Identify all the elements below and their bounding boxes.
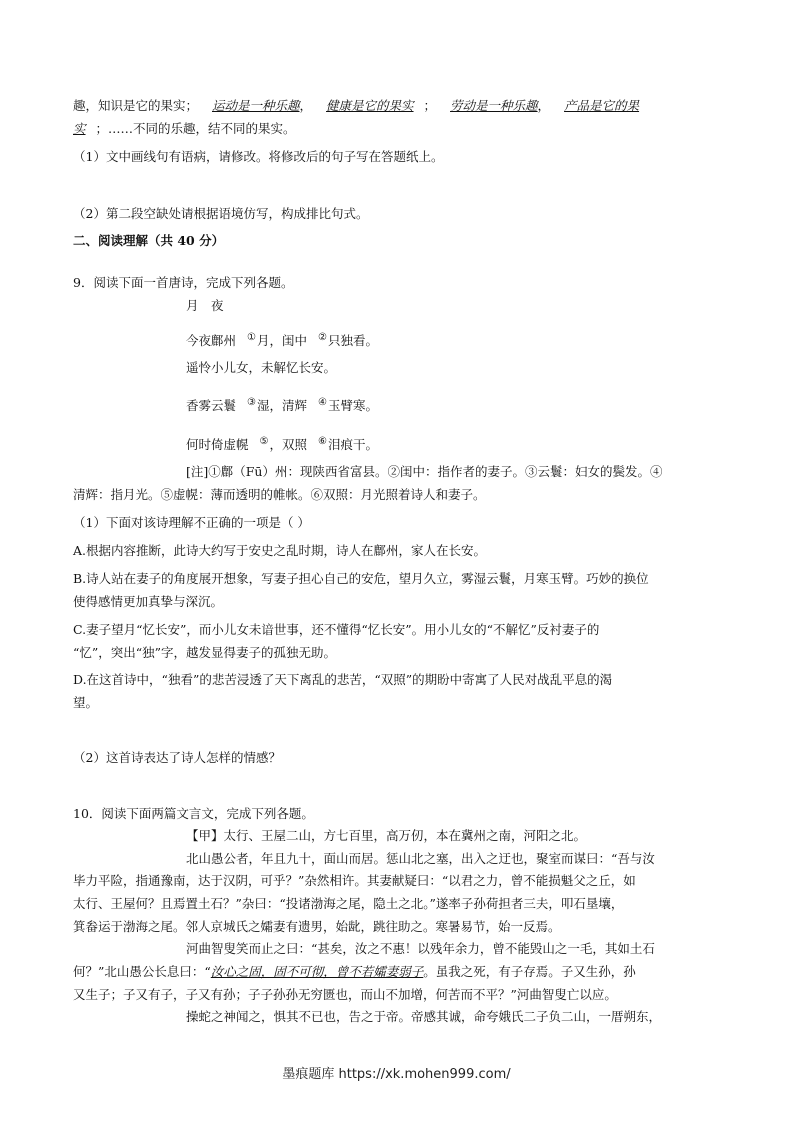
passage-jia-p2-1: 北山愚公者，年且九十，面山而居。惩山北之塞，出入之迂也，聚室而谋曰：“吾与汝	[186, 851, 655, 866]
option-c-line1: C.妻子望月“忆长安”，而小儿女未谙世事，还不懂得“忆长安”。用小儿女的“不解忆”反衬妻子的	[73, 622, 600, 637]
poem-line-2: 遥怜小儿女，未解忆长安。	[186, 360, 337, 375]
underlined-sentence: 健康是它的果实	[326, 98, 414, 113]
passage-text: 。虽我之死，有子存焉。子又生孙，孙	[423, 964, 636, 979]
poem-line-1	[186, 330, 378, 349]
poem-text: 湿，清辉	[256, 398, 307, 413]
poem-text: ，双照	[269, 437, 307, 452]
underlined-sentence: 产品是它的果	[564, 98, 640, 113]
passage-jia-p3-2	[73, 964, 636, 980]
poem-text: 月，闺中	[256, 333, 307, 348]
passage-jia-p3-1: 河曲智叟笑而止之曰：“甚矣，汝之不惠！以残年余力，曾不能毁山之一毛，其如土石	[186, 941, 655, 956]
passage-text: ；……不同的乐趣，结不同的果实。	[95, 121, 296, 136]
poem-line-4	[186, 434, 378, 453]
q9-sub2: （2）这首诗表达了诗人怎样的情感？	[73, 750, 281, 765]
passage-jia-p2-3: 太行、王屋何？且焉置土石？”杂曰：“投诸渤海之尾，隐土之北。”遂率子孙荷担者三夫，叩石垦壤，	[73, 896, 624, 911]
passage-text: 趣，知识是它的果实；	[73, 98, 199, 113]
q8-sub2: （2）第二段空缺处请根据语境仿写，构成排比句式。	[73, 206, 369, 221]
q10-intro: 10．阅读下面两篇文言文，完成下列各题。	[73, 806, 314, 821]
q9-sub1: （1）下面对该诗理解不正确的一项是（ ）	[73, 515, 310, 530]
passage-jia-p4: 操蛇之神闻之，惧其不已也，告之于帝。帝感其诚，命夸娥氏二子负二山，一厝朔东，	[186, 1009, 662, 1024]
q8-sub1: （1）文中画线句有语病，请修改。将修改后的句子写在答题纸上。	[73, 149, 444, 164]
option-d-line1: D.在这首诗中，“独看”的悲苦浸透了天下离乱的悲苦，“双照”的期盼中寄寓了人民对战乱平息的渴	[73, 672, 613, 687]
option-b-line2: 使得感情更加真挚与深沉。	[73, 594, 224, 609]
poem-text: 何时倚虚幌	[186, 437, 249, 452]
note-marker: ④	[318, 397, 327, 408]
underlined-sentence: 运动是一种乐趣	[212, 98, 300, 113]
note-marker: ②	[318, 332, 327, 343]
underlined-sentence: 实	[73, 121, 86, 136]
punctuation: ，	[537, 98, 551, 113]
option-d-line2: 望。	[73, 695, 99, 710]
passage-jia-p3-3: 又生子；子又有子，子又有孙；子子孙孙无穷匮也，而山不加增，何苦而不平？”河曲智叟亡以应。	[73, 987, 617, 1002]
note-marker: ⑥	[318, 436, 327, 447]
option-c-line2: “忆”，突出“独”字，越发显得妻子的孤独无助。	[73, 645, 337, 660]
punctuation: ，	[299, 98, 313, 113]
poem-text: 玉臂寒。	[327, 398, 378, 413]
note-marker: ③	[247, 397, 256, 408]
passage-line-2	[73, 121, 296, 137]
passage-line-1	[73, 98, 639, 114]
poem-title: 月 夜	[186, 298, 224, 313]
passage-jia-p2-4: 箕畚运于渤海之尾。邻人京城氏之孀妻有遗男，始龀，跳往助之。寒暑易节，始一反焉。	[73, 919, 561, 934]
passage-text: 何？”北山愚公长息曰：“	[73, 964, 211, 979]
poem-text: 今夜鄜州	[186, 333, 237, 348]
option-b-line1: B.诗人站在妻子的角度展开想象，写妻子担心自己的安危，望月久立，雾湿云鬟，月寒玉臂。巧妙的换位	[73, 571, 649, 586]
poem-notes-2: 清辉：指月光。⑤虚幌：薄而透明的帷帐。⑥双照：月光照着诗人和妻子。	[73, 487, 486, 502]
poem-text: 只独看。	[327, 333, 378, 348]
q9-intro: 9．阅读下面一首唐诗，完成下列各题。	[73, 275, 294, 290]
note-marker: ①	[247, 332, 256, 343]
underlined-sentence: 汝心之固，固不可彻，曾不若孀妻弱子	[210, 964, 424, 979]
section-heading: 二、阅读理解（共 40 分）	[73, 233, 225, 248]
poem-text: 泪痕干。	[327, 437, 378, 452]
punctuation: ；	[423, 98, 437, 113]
poem-line-3	[186, 395, 378, 414]
passage-jia-p2-2: 毕力平险，指通豫南，达于汉阴，可乎？”杂然相许。其妻献疑曰：“以君之力，曾不能损魁父之丘，如	[73, 873, 636, 888]
footer-watermark: 墨痕题库 https://xk.mohen999.com/	[282, 1067, 511, 1082]
poem-text: 香雾云鬟	[186, 398, 237, 413]
underlined-sentence: 劳动是一种乐趣	[450, 98, 538, 113]
poem-notes-1: [注]①鄜（Fū）州：现陕西省富县。②闺中：指作者的妻子。③云鬟：妇女的鬓发。④	[186, 464, 663, 479]
note-marker: ⑤	[259, 436, 269, 447]
passage-jia-p1: 【甲】太行、王屋二山，方七百里，高万仞，本在冀州之南，河阳之北。	[186, 828, 587, 843]
option-a: A.根据内容推断，此诗大约写于安史之乱时期，诗人在鄜州，家人在长安。	[73, 543, 487, 558]
